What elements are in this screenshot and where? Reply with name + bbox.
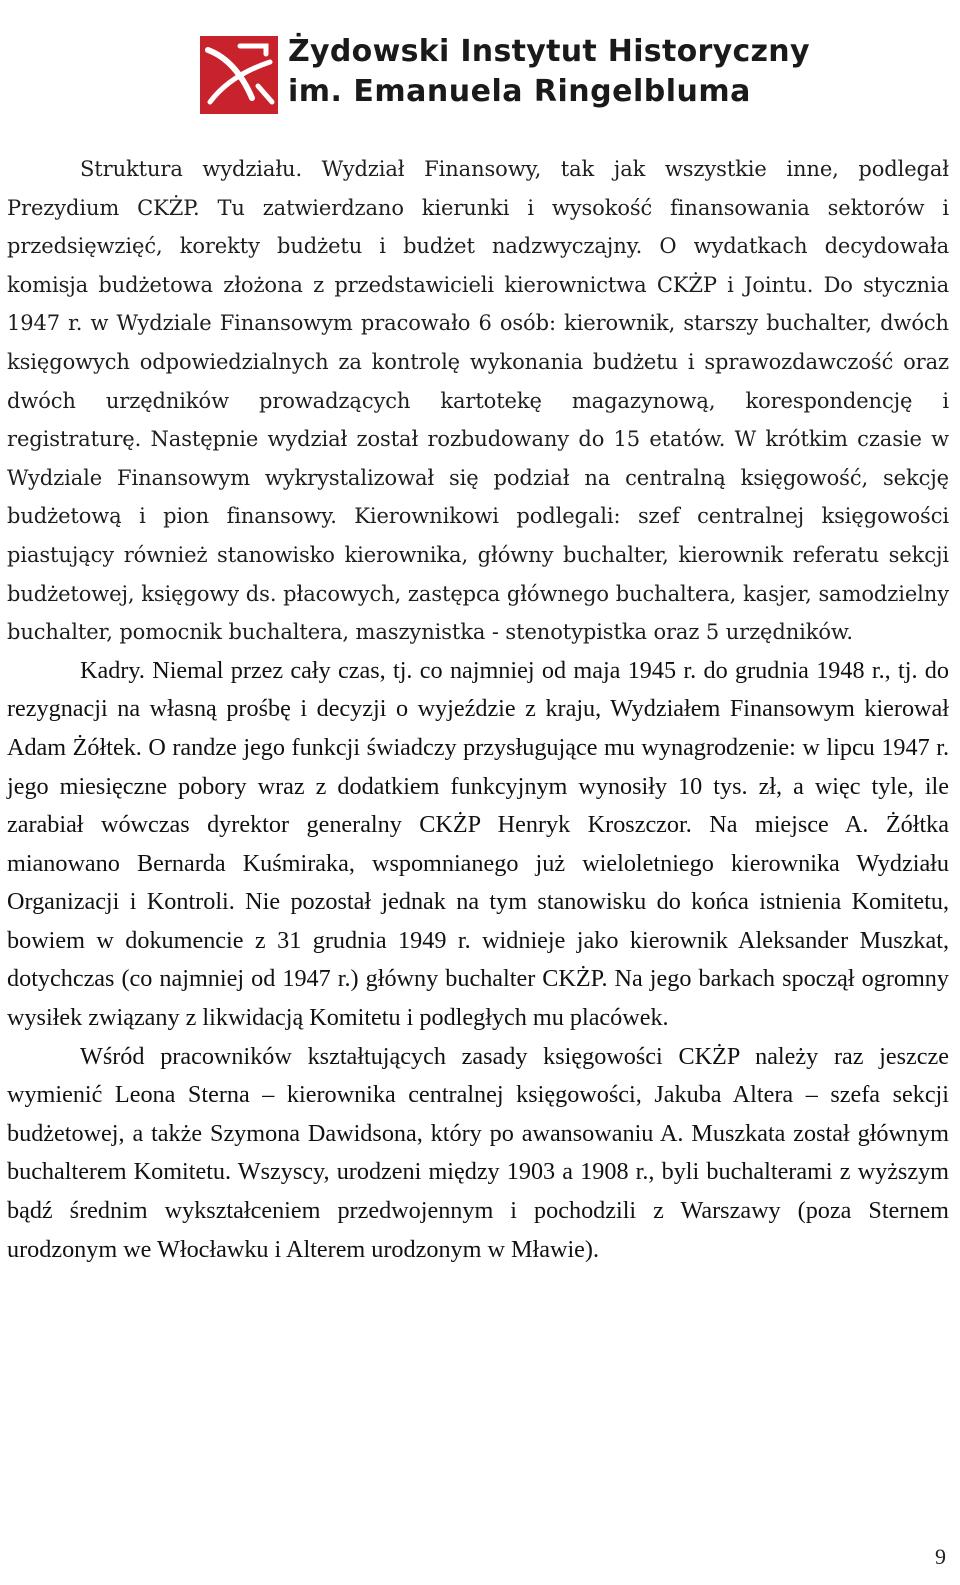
document-body bbox=[7, 150, 949, 1269]
institute-header bbox=[200, 30, 810, 120]
paragraph-structure: Struktura wydziału. Wydział Finansowy, tak jak wszystkie inne, podlegał Prezydium CKŻP. Tu zatwierdzano kierunki i wysokość finansowania sektorów i przedsięwzięć, korekty budżetu i budżet nadzwyczajny. O wydatkach decydowała komisja budżetowa złożona z przedstawicieli kierownictwa CKŻP i Jointu. Do stycznia 1947 r. w Wydziale Finansowym pracowało 6 osób: kierownik, starszy buchalter, dwóch księgowych odpowiedzialnych za kontrolę wykonania budżetu i sprawozdawczość oraz dwóch urzędników prowadzących kartotekę magazynową, korespondencję i registraturę. Następnie wydział został rozbudowany do 15 etatów. W krótkim czasie w Wydziale Finansowym wykrystalizował się podział na centralną księgowość, sekcję budżetową i pion finansowy. Kierownikowi podlegali: szef centralnej księgowości piastujący również stanowisko kierownika, główny buchalter, kierownik referatu sekcji budżetowej, księgowy ds. płacowych, zastępca głównego buchaltera, kasjer, samodzielny buchalter, pomocnik buchaltera, maszynistka - stenotypistka oraz 5 urzędników. bbox=[7, 157, 949, 645]
institute-logo-icon bbox=[200, 36, 278, 114]
institute-name-line1: Żydowski Instytut Historyczny bbox=[288, 34, 810, 69]
paragraph-staff: Kadry. Niemal przez cały czas, tj. co najmniej od maja 1945 r. do grudnia 1948 r., tj. do rezygnacji na własną prośbę i decyzji o wyjeździe z kraju, Wydziałem Finansowym kierował Adam Żółtek. O randze jego funkcji świadczy przysługujące mu wynagrodzenie: w lipcu 1947 r. jego miesięczne pobory wraz z dodatkiem funkcyjnym wynosiły 10 tys. zł, a więc tyle, ile zarabiał wówczas dyrektor generalny CKŻP Henryk Kroszczor. Na miejsce A. Żółtka mianowano Bernarda Kuśmiraka, wspomnianego już wieloletniego kierownika Wydziału Organizacji i Kontroli. Nie pozostał jednak na tym stanowisku do końca istnienia Komitetu, bowiem w dokumencie z 31 grudnia 1949 r. widnieje jako kierownik Aleksander Muszkat, dotychczas (co najmniej od 1947 r.) główny buchalter CKŻP. Na jego barkach spoczął ogromny wysiłek związany z likwidacją Komitetu i podległych mu placówek. bbox=[7, 656, 949, 1032]
page-number: 9 bbox=[935, 1544, 946, 1569]
institute-name bbox=[288, 32, 810, 112]
institute-name-line2: im. Emanuela Ringelbluma bbox=[288, 74, 751, 109]
paragraph-employees: Wśród pracowników kształtujących zasady księgowości CKŻP należy raz jeszcze wymienić Leona Sterna – kierownika centralnej księgowości, Jakuba Altera – szefa sekcji budżetowej, a także Szymona Dawidsona, który po awansowaniu A. Muszkata został głównym buchalterem Komitetu. Wszyscy, urodzeni między 1903 a 1908 r., byli buchalterami z wyższym bądź średnim wykształceniem przedwojennym i pochodzili z Warszawy (poza Sternem urodzonym we Włocławku i Alterem urodzonym w Mławie). bbox=[7, 1042, 949, 1263]
